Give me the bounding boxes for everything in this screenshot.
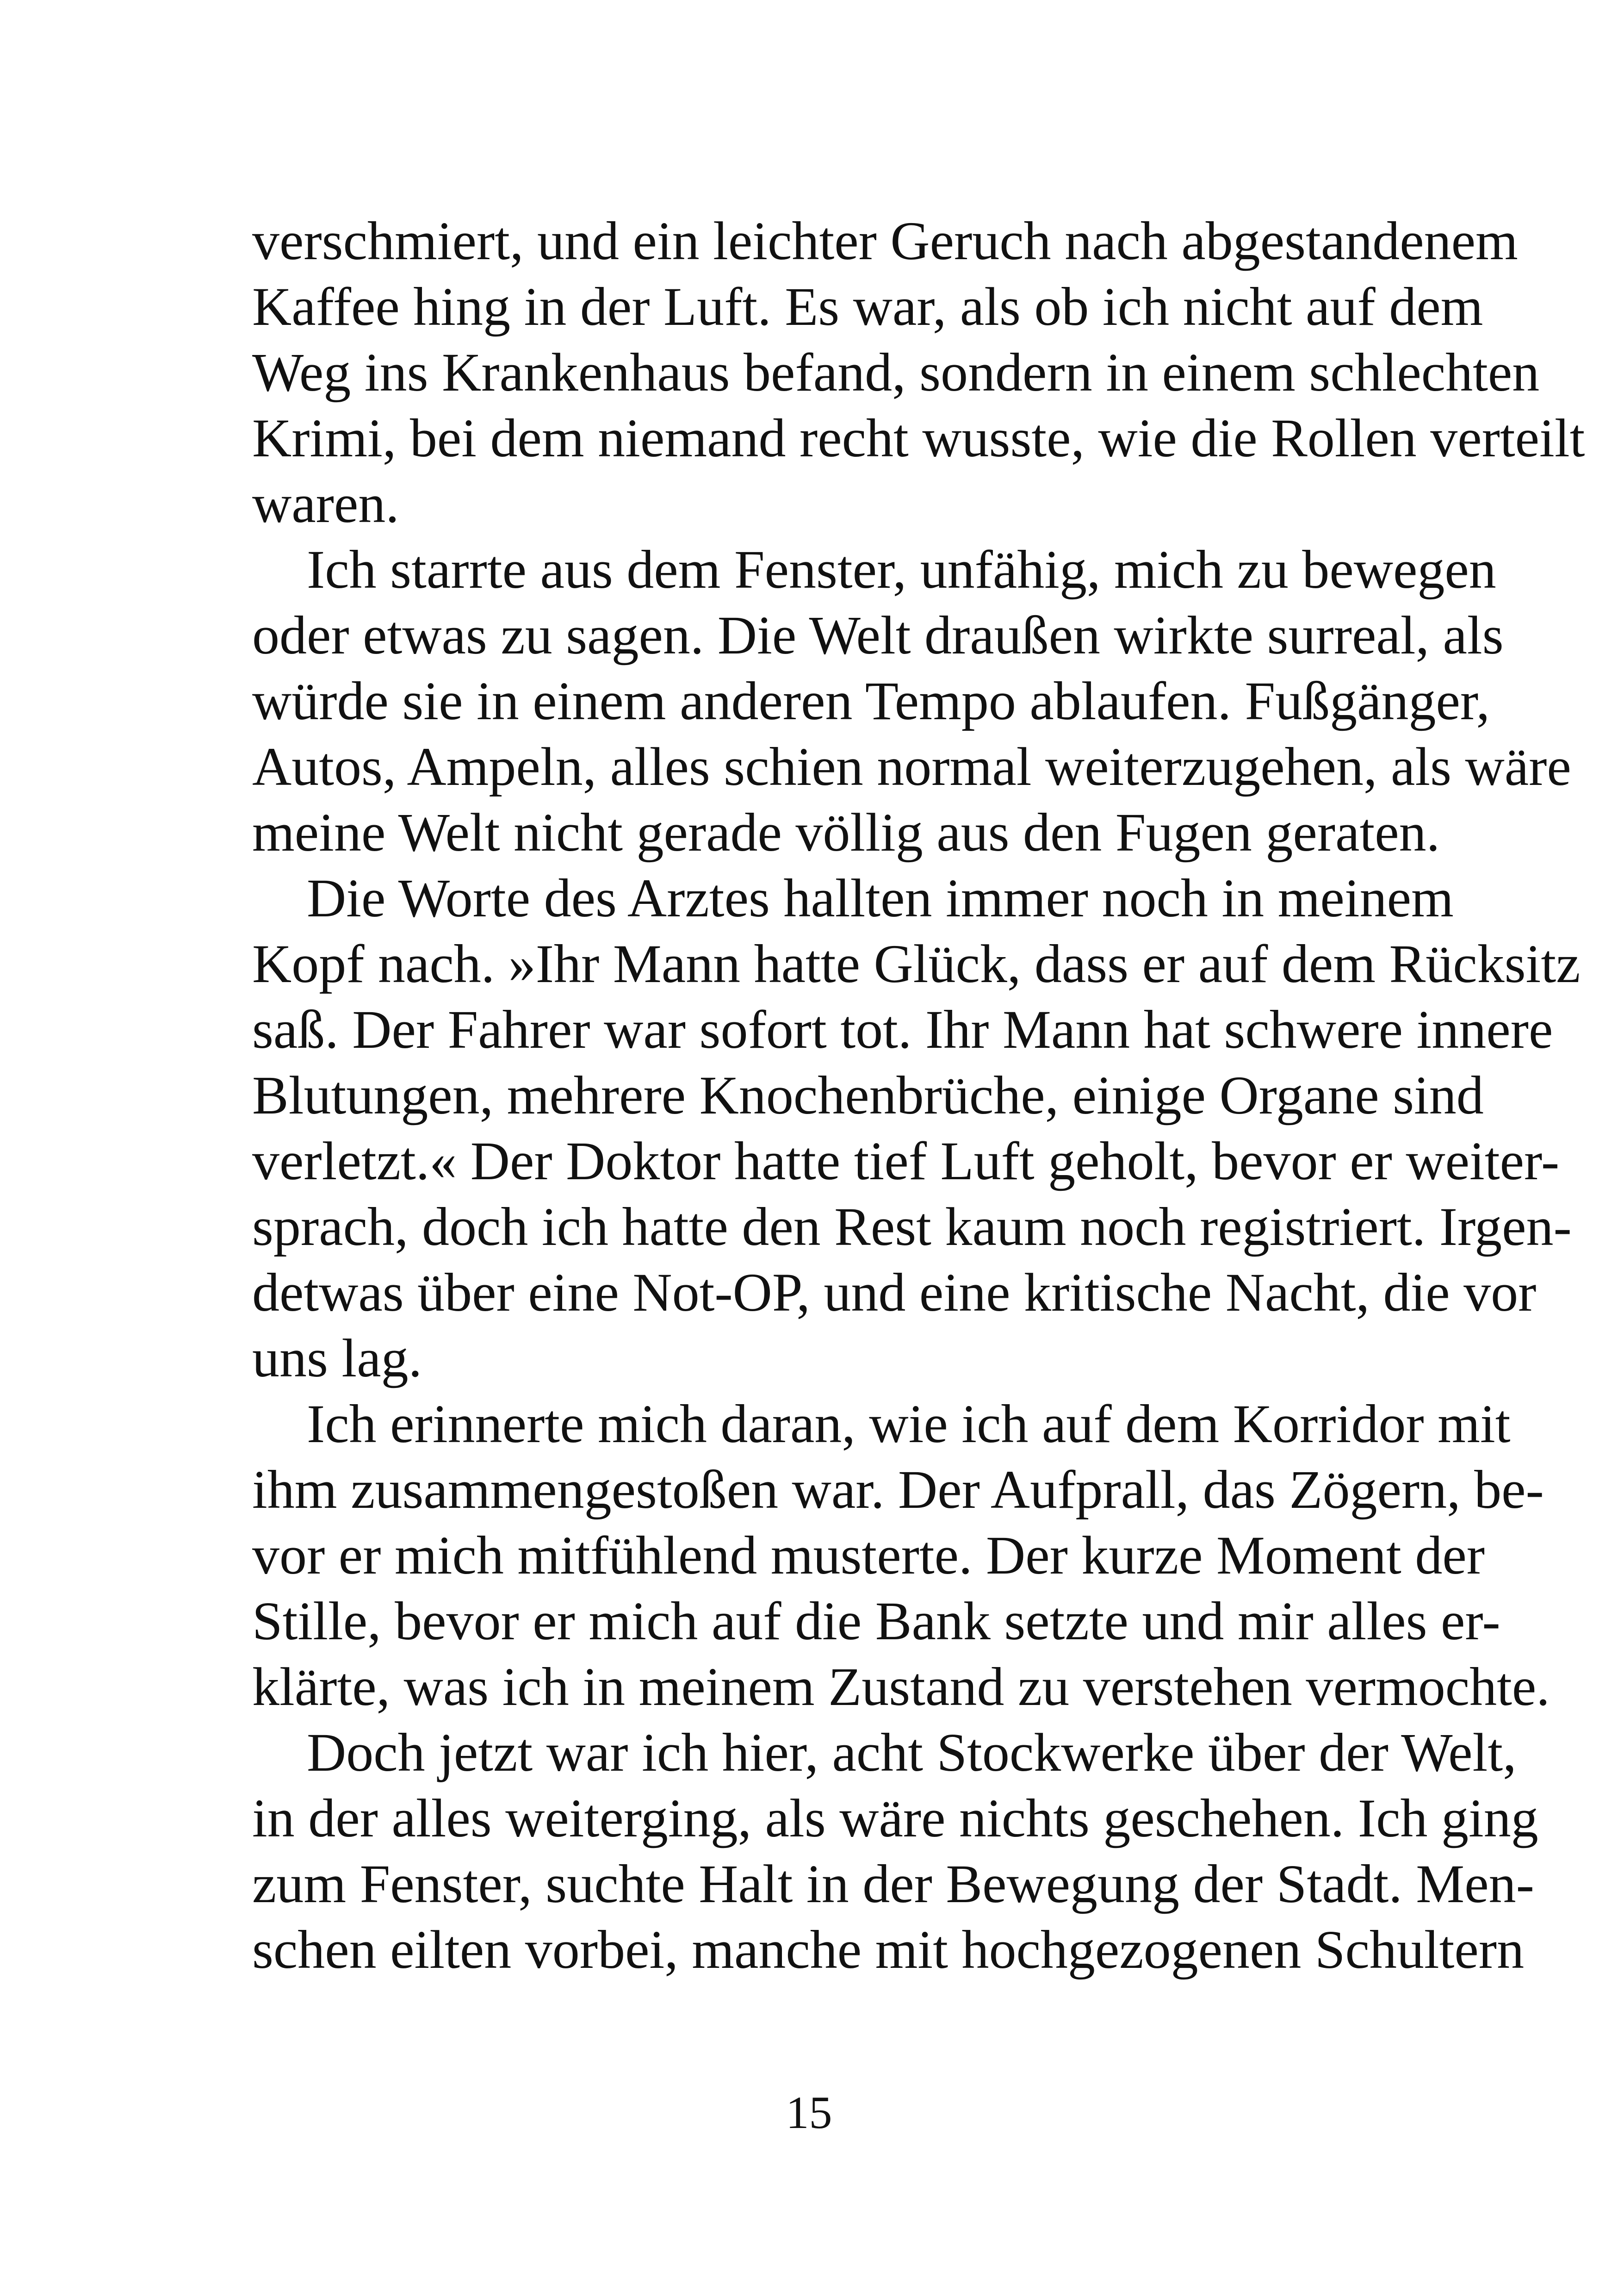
text-line: Autos, Ampeln, alles schien normal weiterzugehen, als wäre (252, 736, 1571, 797)
text-line: oder etwas zu sagen. Die Welt draußen wirkte surreal, als (252, 605, 1504, 666)
text-line: Kopf nach. »Ihr Mann hatte Glück, dass er auf dem Rücksitz (252, 933, 1581, 994)
text-line: klärte, was ich in meinem Zustand zu verstehen vermochte. (252, 1656, 1550, 1717)
text-line: Ich starrte aus dem Fenster, unfähig, mich zu bewegen (307, 539, 1496, 600)
text-line: Die Worte des Arztes hallten immer noch in meinem (307, 868, 1454, 928)
text-line: ihm zusammengestoßen war. Der Aufprall, das Zögern, be- (252, 1459, 1544, 1520)
text-line: Ich erinnerte mich daran, wie ich auf dem Korridor mit (307, 1394, 1511, 1454)
text-line: schen eilten vorbei, manche mit hochgezogenen Schultern (252, 1919, 1525, 1980)
text-line: Stille, bevor er mich auf die Bank setzte und mir alles er- (252, 1591, 1500, 1651)
text-line: meine Welt nicht gerade völlig aus den Fugen geraten. (252, 802, 1440, 863)
text-line: detwas über eine Not-OP, und eine kritische Nacht, die vor (252, 1262, 1537, 1323)
text-line: zum Fenster, suchte Halt in der Bewegung der Stadt. Men- (252, 1854, 1534, 1914)
text-line: sprach, doch ich hatte den Rest kaum noch registriert. Irgen- (252, 1196, 1572, 1257)
text-line: in der alles weiterging, als wäre nichts geschehen. Ich ging (252, 1788, 1538, 1848)
text-line: Blutungen, mehrere Knochenbrüche, einige Organe sind (252, 1065, 1484, 1126)
text-line: würde sie in einem anderen Tempo ablaufen. Fußgänger, (252, 671, 1490, 731)
text-line: saß. Der Fahrer war sofort tot. Ihr Mann hat schwere innere (252, 999, 1553, 1060)
text-line: verletzt.« Der Doktor hatte tief Luft geholt, bevor er weiter- (252, 1131, 1560, 1191)
text-line: Doch jetzt war ich hier, acht Stockwerke über der Welt, (307, 1722, 1517, 1783)
page-number: 15 (786, 2087, 832, 2138)
text-line: verschmiert, und ein leichter Geruch nach abgestandenem (252, 211, 1518, 271)
text-line: Krimi, bei dem niemand recht wusste, wie die Rollen verteilt (252, 408, 1585, 468)
text-line: Kaffee hing in der Luft. Es war, als ob ich nicht auf dem (252, 276, 1483, 337)
text-line: vor er mich mitfühlend musterte. Der kurze Moment der (252, 1525, 1485, 1586)
body-text (252, 208, 1585, 1983)
text-line: waren. (252, 473, 399, 534)
text-line: uns lag. (252, 1328, 422, 1388)
text-line: Weg ins Krankenhaus befand, sondern in einem schlechten (252, 342, 1540, 403)
